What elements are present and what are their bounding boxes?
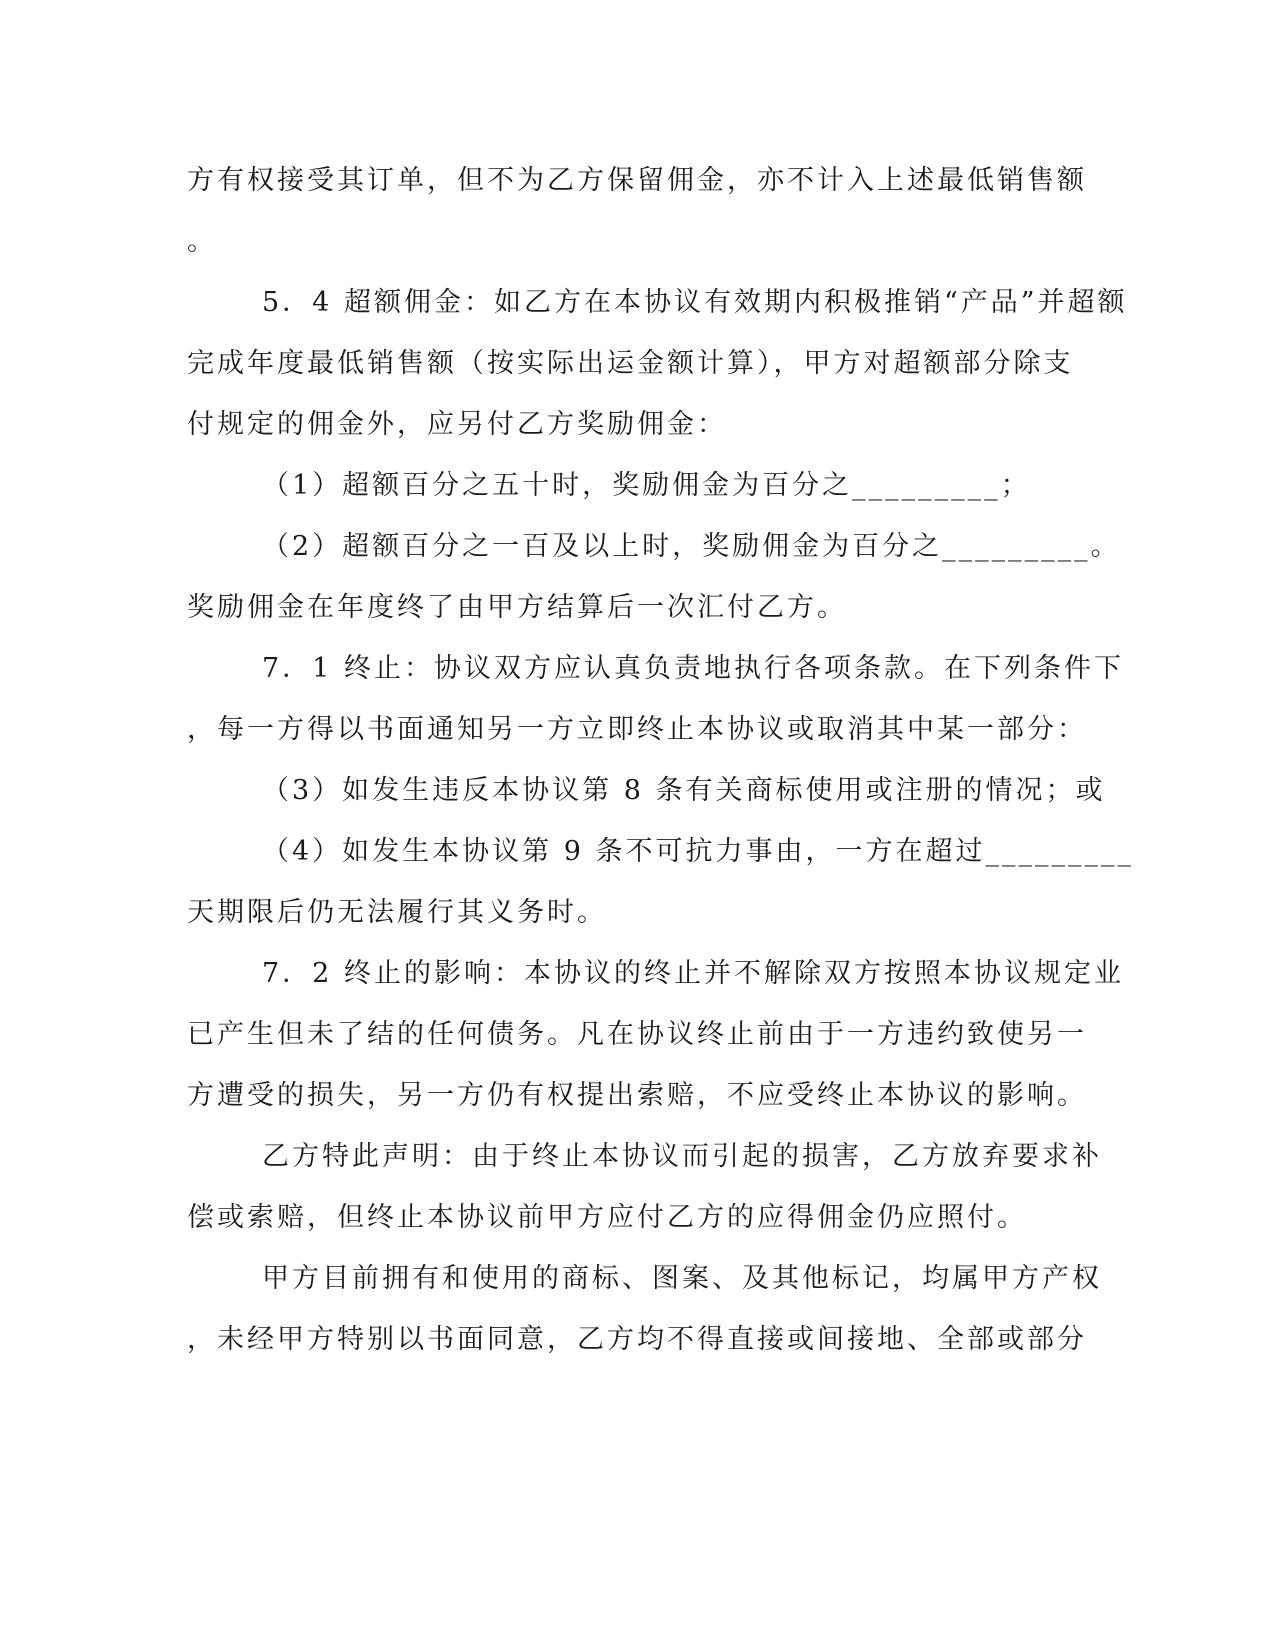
- text-line: （2）超额百分之一百及以上时，奖励佣金为百分之_________。: [262, 531, 1121, 562]
- text-line: 7．1 终止：协议双方应认真负责地执行各项条款。在下列条件下: [262, 653, 1124, 684]
- text-line: 已产生但未了结的任何债务。凡在协议终止前由于一方违约致使另一: [187, 1019, 1087, 1050]
- text-line: 付规定的佣金外，应另付乙方奖励佣金：: [187, 409, 727, 440]
- text-line: 偿或索赔，但终止本协议前甲方应付乙方的应得佣金仍应照付。: [187, 1202, 1027, 1233]
- text-line: ，未经甲方特别以书面同意，乙方均不得直接或间接地、全部或部分: [187, 1324, 1087, 1355]
- text-line: 完成年度最低销售额（按实际出运金额计算），甲方对超额部分除支: [187, 348, 1074, 379]
- text-line: （1）超额百分之五十时，奖励佣金为百分之_________；: [262, 470, 1031, 501]
- text-line: 7．2 终止的影响：本协议的终止并不解除双方按照本协议规定业: [262, 958, 1124, 989]
- text-line: 奖励佣金在年度终了由甲方结算后一次汇付乙方。: [187, 592, 847, 623]
- text-line: 。: [187, 226, 217, 257]
- text-line: （4）如发生本协议第 9 条不可抗力事由，一方在超过_________: [262, 836, 1135, 867]
- text-line: 天期限后仍无法履行其义务时。: [187, 897, 607, 928]
- text-line: （3）如发生违反本协议第 8 条有关商标使用或注册的情况；或: [262, 775, 1106, 806]
- document-body: [187, 150, 1135, 1370]
- text-line: 5．4 超额佣金：如乙方在本协议有效期内积极推销“产品”并超额: [262, 287, 1128, 318]
- text-line: 甲方目前拥有和使用的商标、图案、及其他标记，均属甲方产权: [262, 1263, 1102, 1294]
- text-line: ，每一方得以书面通知另一方立即终止本协议或取消其中某一部分：: [187, 714, 1087, 745]
- text-line: 方有权接受其订单，但不为乙方保留佣金，亦不计入上述最低销售额: [187, 165, 1087, 196]
- text-line: 乙方特此声明：由于终止本协议而引起的损害，乙方放弃要求补: [262, 1141, 1102, 1172]
- text-line: 方遭受的损失，另一方仍有权提出索赔，不应受终止本协议的影响。: [187, 1080, 1087, 1111]
